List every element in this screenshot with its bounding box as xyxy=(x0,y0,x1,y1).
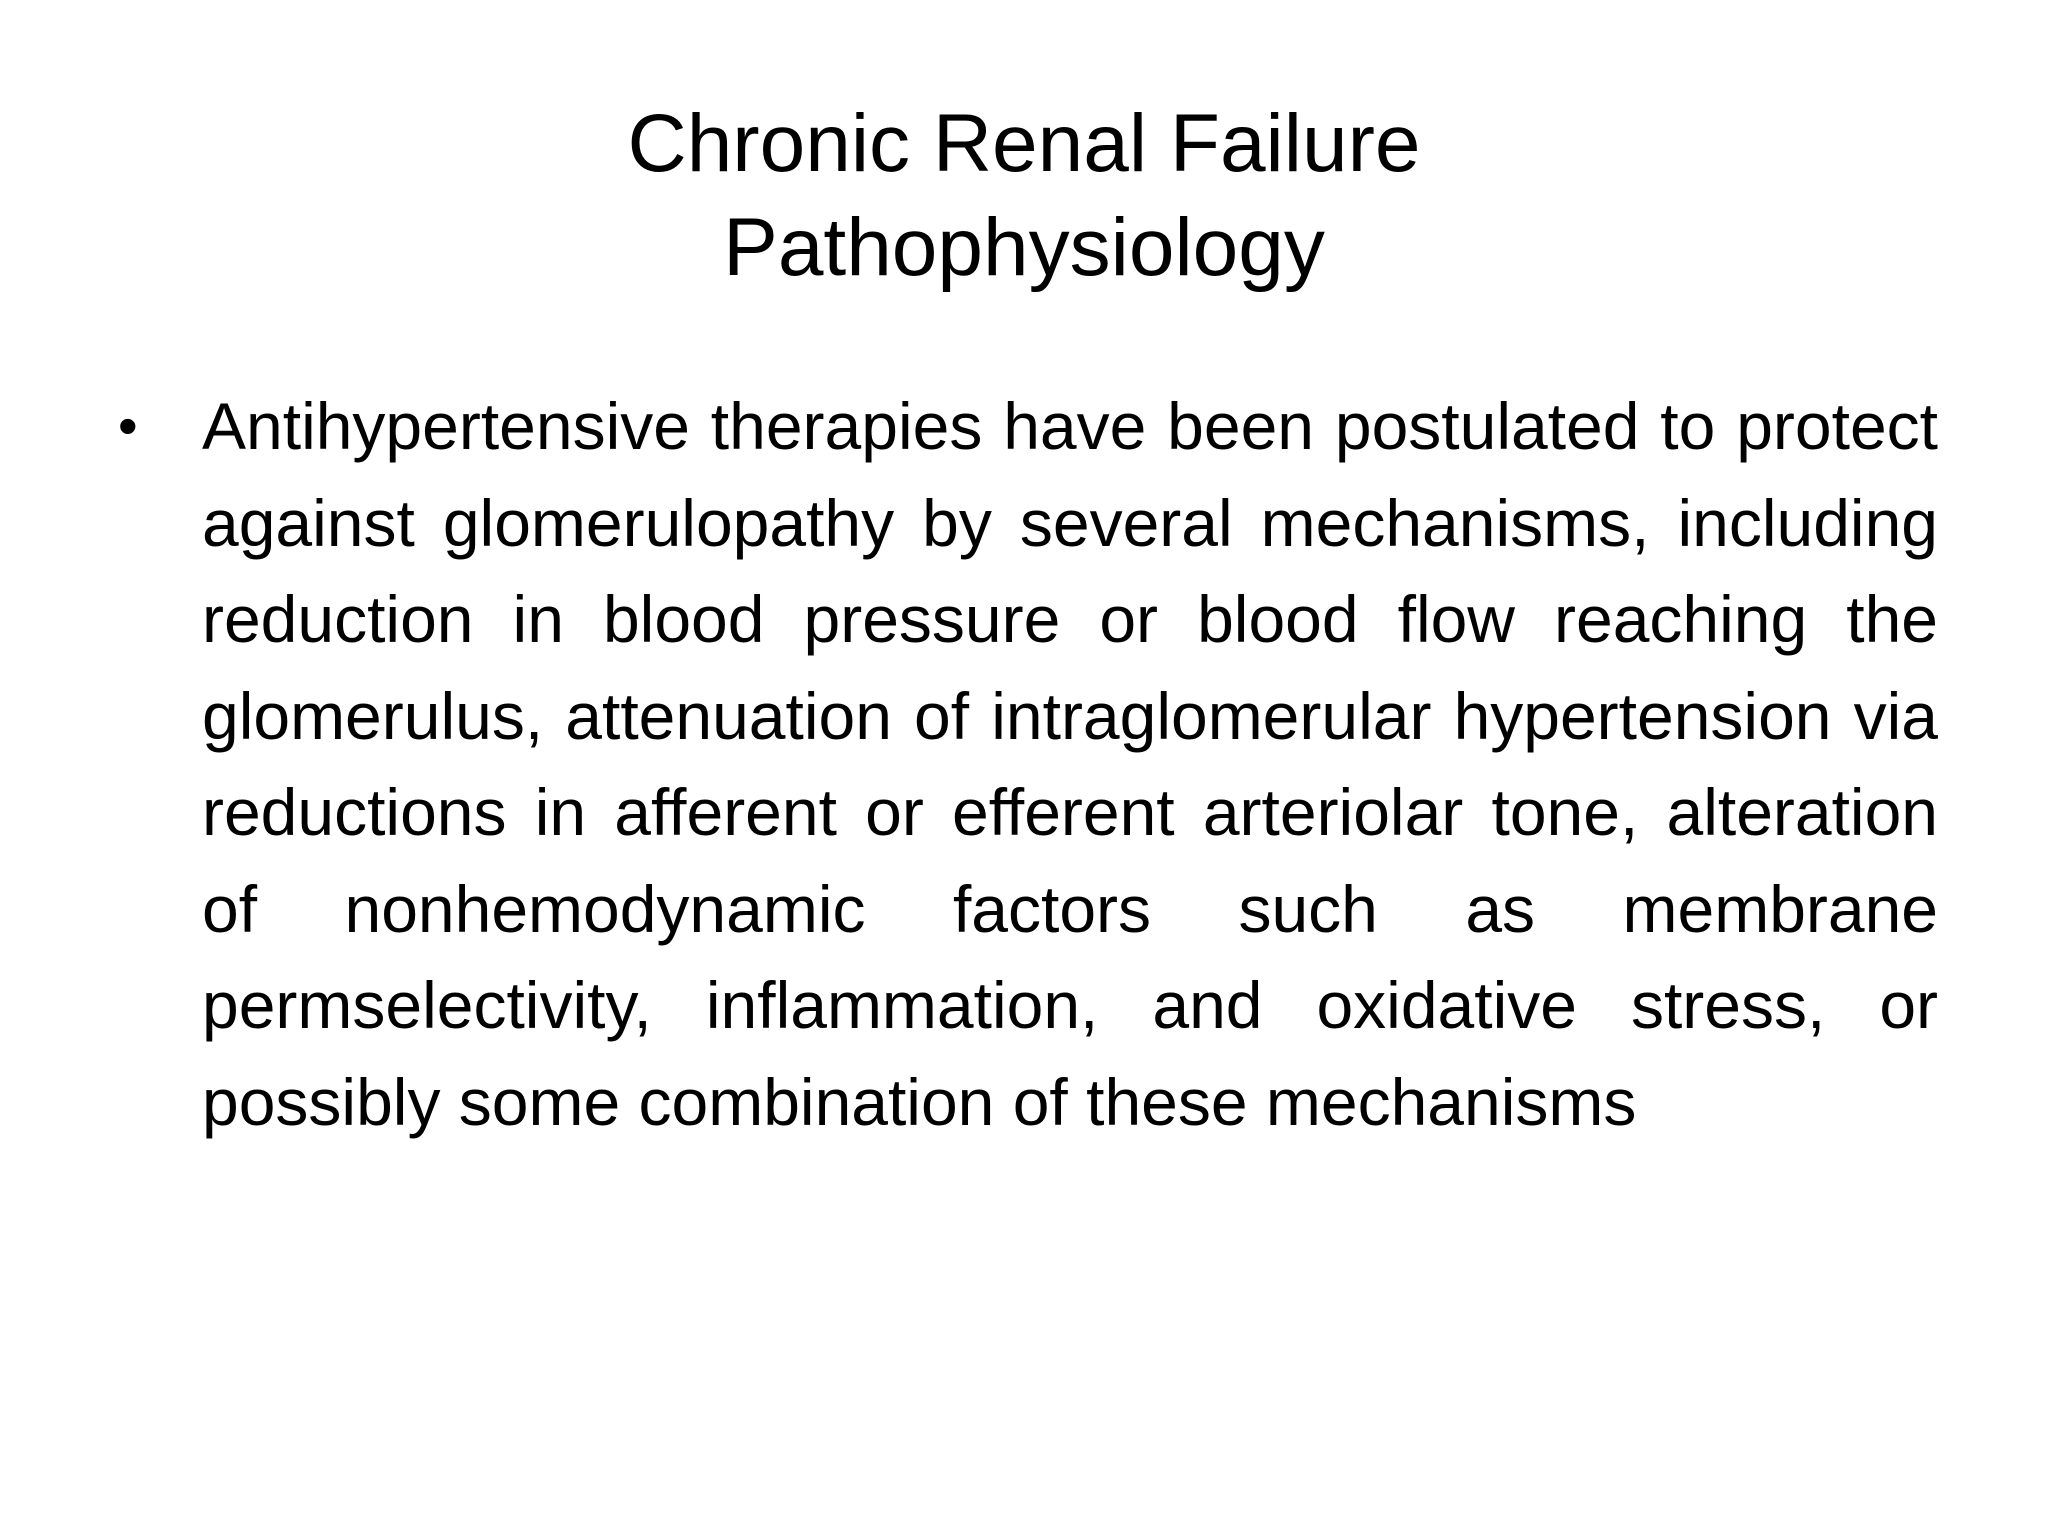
bullet-icon: • xyxy=(118,394,138,457)
slide-title xyxy=(0,92,2048,300)
title-line-1: Chronic Renal Failure xyxy=(627,98,1421,189)
title-line-2: Pathophysiology xyxy=(723,202,1325,293)
bullet-item xyxy=(118,378,1938,1150)
slide-body xyxy=(118,378,1938,1150)
bullet-text: Antihypertensive therapies have been postulated to protect against glomerulopathy by several mechanisms, including reduction in blood pressure or blood flow reaching the glomerulus, attenuation of intraglomerular hypertension via reductions in afferent or efferent arteriolar tone, alteration of nonhemodynamic factors such as membrane permselectivity, inflammation, and oxidative stress, or possibly some combination of these mechanisms xyxy=(202,389,1938,1139)
